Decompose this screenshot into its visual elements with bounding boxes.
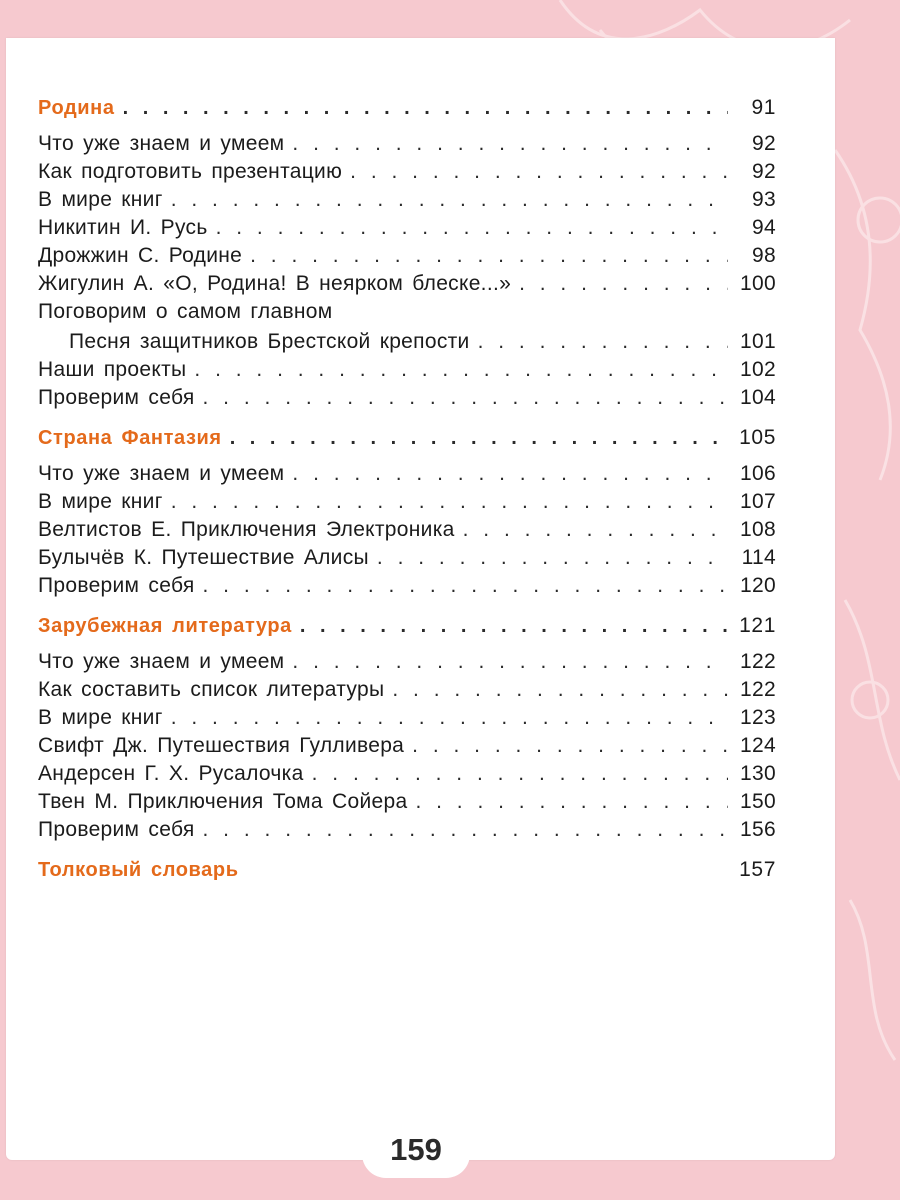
- entry-page-number: 107: [740, 490, 776, 513]
- dot-leader: [312, 762, 728, 786]
- toc-entry[interactable]: [38, 790, 776, 818]
- dot-leader: [123, 97, 728, 120]
- table-of-contents: [38, 96, 776, 894]
- section-page-number: 91: [751, 96, 776, 119]
- entry-page-number: 156: [740, 818, 776, 841]
- dot-leader: [250, 244, 728, 268]
- dot-leader: [412, 734, 728, 758]
- entry-title: Андерсен Г. Х. Русалочка: [38, 762, 304, 785]
- toc-entry[interactable]: [38, 244, 776, 272]
- entry-title: Жигулин А. «О, Родина! В неярком блеске...»: [38, 272, 512, 295]
- entry-title: Что уже знаем и умеем: [38, 132, 285, 155]
- entry-page-number: 123: [740, 706, 776, 729]
- entry-page-number: 92: [752, 160, 776, 183]
- entry-page-number: 114: [741, 546, 776, 569]
- section-page-number: 105: [739, 426, 776, 449]
- entry-title: В мире книг: [38, 188, 163, 211]
- toc-entry[interactable]: [38, 462, 776, 490]
- entry-title: Проверим себя: [38, 386, 195, 409]
- dot-leader: [292, 462, 728, 486]
- dot-leader: [216, 216, 728, 240]
- entry-page-number: 124: [740, 734, 776, 757]
- entry-title: Никитин И. Русь: [38, 216, 208, 239]
- toc-entry[interactable]: [38, 734, 776, 762]
- dot-leader: [171, 706, 728, 730]
- section-page-number: 121: [739, 614, 776, 637]
- entry-page-number: 93: [752, 188, 776, 211]
- entry-title: Что уже знаем и умеем: [38, 462, 285, 485]
- toc-entry[interactable]: [38, 216, 776, 244]
- toc-entry-heading-line[interactable]: [38, 300, 776, 330]
- entry-page-number: 92: [752, 132, 776, 155]
- toc-section-tolkovy-slovar[interactable]: [38, 858, 776, 888]
- toc-entry[interactable]: [38, 358, 776, 386]
- toc-section-rodina[interactable]: [38, 96, 776, 126]
- toc-entry[interactable]: [38, 272, 776, 300]
- dot-leader: [203, 386, 728, 410]
- dot-leader: [350, 160, 728, 184]
- entry-page-number: 102: [740, 358, 776, 381]
- entry-title: Проверим себя: [38, 818, 195, 841]
- entry-page-number: 98: [752, 244, 776, 267]
- entry-page-number: 150: [740, 790, 776, 813]
- toc-entry-subline[interactable]: [38, 330, 776, 358]
- entry-page-number: 104: [740, 386, 776, 409]
- toc-entry[interactable]: [38, 762, 776, 790]
- entry-page-number: 122: [740, 678, 776, 701]
- dot-leader: [203, 574, 728, 598]
- toc-entry[interactable]: [38, 386, 776, 414]
- book-page: [6, 38, 835, 1160]
- entry-title: Песня защитников Брестской крепости: [69, 330, 470, 353]
- dot-leader: [415, 790, 728, 814]
- dot-leader: [478, 330, 728, 354]
- entry-title: В мире книг: [38, 706, 163, 729]
- entry-page-number: 130: [740, 762, 776, 785]
- entry-title: Твен М. Приключения Тома Сойера: [38, 790, 408, 813]
- toc-section-strana-fantaziya[interactable]: [38, 426, 776, 456]
- entry-page-number: 100: [740, 272, 776, 295]
- entry-title: Булычёв К. Путешествие Алисы: [38, 546, 369, 569]
- page-number: 159: [390, 1132, 442, 1167]
- toc-section-zarubezhnaya-literatura[interactable]: [38, 614, 776, 644]
- section-title: Родина: [38, 97, 115, 119]
- entry-page-number: 101: [740, 330, 776, 353]
- toc-entry[interactable]: [38, 678, 776, 706]
- dot-leader: [171, 490, 728, 514]
- entry-title: Велтистов Е. Приключения Электроника: [38, 518, 455, 541]
- entry-page-number: 106: [740, 462, 776, 485]
- dot-leader: [377, 546, 728, 570]
- section-title: Толковый словарь: [38, 859, 239, 881]
- toc-entry[interactable]: [38, 650, 776, 678]
- entry-page-number: 108: [740, 518, 776, 541]
- toc-entry[interactable]: [38, 574, 776, 602]
- dot-leader: [463, 518, 728, 542]
- entry-title: Дрожжин С. Родине: [38, 244, 243, 267]
- toc-entry[interactable]: [38, 490, 776, 518]
- entry-page-number: 120: [740, 574, 776, 597]
- entry-title: Что уже знаем и умеем: [38, 650, 285, 673]
- toc-entry[interactable]: [38, 160, 776, 188]
- dot-leader: [392, 678, 728, 702]
- dot-leader: [519, 272, 728, 296]
- dot-leader: [292, 132, 728, 156]
- entry-title: Наши проекты: [38, 358, 187, 381]
- toc-entry[interactable]: [38, 818, 776, 846]
- entry-title: Поговорим о самом главном: [38, 300, 333, 323]
- entry-title: Проверим себя: [38, 574, 195, 597]
- entry-title: Как подготовить презентацию: [38, 160, 343, 183]
- dot-leader: [203, 818, 728, 842]
- entry-title: В мире книг: [38, 490, 163, 513]
- section-title: Зарубежная литература: [38, 615, 292, 637]
- dot-leader: [171, 188, 728, 212]
- toc-entry[interactable]: [38, 706, 776, 734]
- dot-leader: [230, 427, 728, 450]
- dot-leader: [194, 358, 728, 382]
- toc-entry[interactable]: [38, 132, 776, 160]
- toc-entry[interactable]: [38, 518, 776, 546]
- section-page-number: 157: [739, 858, 776, 881]
- dot-leader: [300, 615, 728, 638]
- section-title: Страна Фантазия: [38, 427, 222, 449]
- toc-entry[interactable]: [38, 546, 776, 574]
- dot-leader: [292, 650, 728, 674]
- entry-page-number: 94: [752, 216, 776, 239]
- toc-entry[interactable]: [38, 188, 776, 216]
- entry-title: Как составить список литературы: [38, 678, 385, 701]
- entry-page-number: 122: [740, 650, 776, 673]
- entry-title: Свифт Дж. Путешествия Гулливера: [38, 734, 405, 757]
